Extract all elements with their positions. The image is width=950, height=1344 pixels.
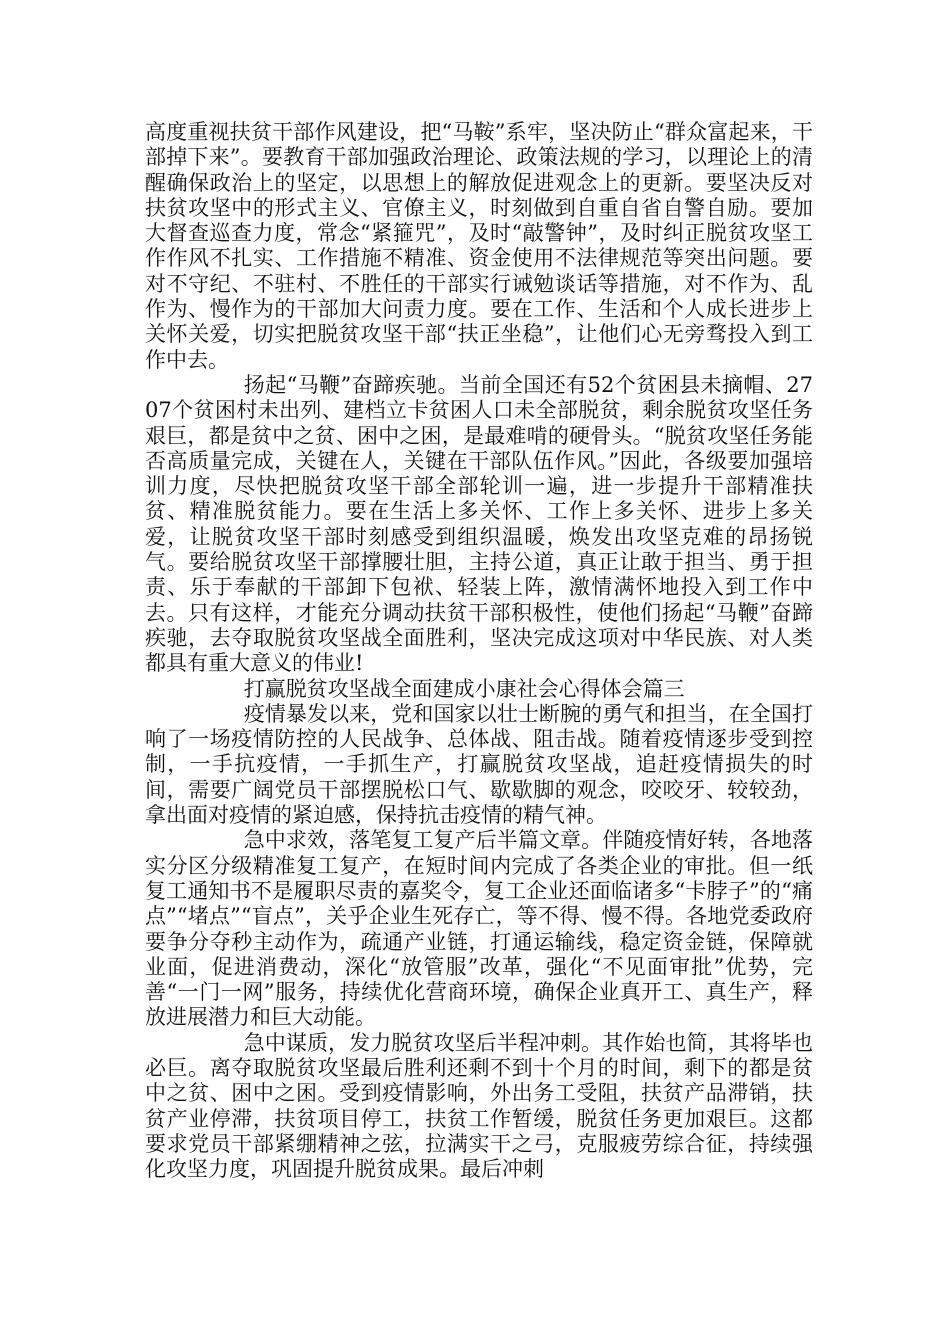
section-heading: 打赢脱贫攻坚战全面建成小康社会心得体会篇三 (243, 676, 685, 701)
document-body (145, 120, 813, 1182)
paragraph-epidemic: 疫情暴发以来，党和国家以壮士断腕的勇气和担当，在全国打响了一场疫情防控的人民战争、总体战、阻击战。随着疫情逐步受到控制，一手抗疫情，一手抓生产，打赢脱贫攻坚战，追赶疫情损失的时间，需要广阔党员干部摆脱松口气、歇歇脚的观念，咬咬牙、较较劲，拿出面对疫情的紧迫感，保持抗击疫情的精气神。 (145, 701, 813, 828)
paragraph-final-sprint: 急中谋质，发力脱贫攻坚后半程冲刺。其作始也简，其将毕也必巨。离夺取脱贫攻坚最后胜利还剩不到十个月的时间，剩下的都是贫中之贫、困中之困。受到疫情影响，外出务工受阻，扶贫产品滞销，扶贫产业停滞，扶贫项目停工，扶贫工作暂缓，脱贫任务更加艰巨。这都要求党员干部紧绷精神之弦，拉满实干之弓，克服疲劳综合征，持续强化攻坚力度，巩固提升脱贫成果。最后冲刺 (145, 1030, 813, 1182)
paragraph-resume-work: 急中求效，落笔复工复产后半篇文章。伴随疫情好转，各地落实分区分级精准复工复产，在短时间内完成了各类企业的审批。但一纸复工通知书不是履职尽责的嘉奖令，复工企业还面临诸多“卡脖子”的“痛点”“堵点”“盲点”，关乎企业生死存亡，等不得、慢不得。各地党委政府要争分夺秒主动作为，疏通产业链，打通运输线，稳定资金链，保障就业面，促进消费动，深化“放管服”改革，强化“不见面审批”优势，完善“一门一网”服务，持续优化营商环境，确保企业真开工、真生产，释放进展潜力和巨大动能。 (145, 828, 813, 1030)
paragraph-raise-whip: 扬起“马鞭”奋蹄疾驰。当前全国还有52个贫困县未摘帽、2707个贫困村未出列、建档立卡贫困人口未全部脱贫，剩余脱贫攻坚任务艰巨，都是贫中之贫、困中之困，是最难啃的硬骨头。“脱贫攻坚任务能否高质量完成，关键在人，关键在干部队伍作风。”因此，各级要加强培训力度，尽快把脱贫攻坚干部全部轮训一遍，进一步提升干部精准扶贫、精准脱贫能力。要在生活上多关怀、工作上多关怀、进步上多关爱，让脱贫攻坚干部时刻感受到组织温暖，焕发出攻坚克难的昂扬锐气。要给脱贫攻坚干部撑腰壮胆，主持公道，真正让敢于担当、勇于担责、乐于奉献的干部卸下包袱、轻装上阵，激情满怀地投入到工作中去。只有这样，才能充分调动扶贫干部积极性，使他们扬起“马鞭”奋蹄疾驰，去夺取脱贫攻坚战全面胜利，坚决完成这项对中华民族、对人类都具有重大意义的伟业! (145, 372, 813, 676)
paragraph-cadre-style: 高度重视扶贫干部作风建设，把“马鞍”系牢，坚决防止“群众富起来，干部掉下来”。要教育干部加强政治理论、政策法规的学习，以理论上的清醒确保政治上的坚定，以思想上的解放促进观念上的更新。要坚决反对扶贫攻坚中的形式主义、官僚主义，时刻做到自重自省自警自励。要加大督查巡查力度，常念“紧箍咒”，及时“敲警钟”，及时纠正脱贫攻坚工作作风不扎实、工作措施不精准、资金使用不法律规范等突出问题。要对不守纪、不驻村、不胜任的干部实行诫勉谈话等措施，对不作为、乱作为、慢作为的干部加大问责力度。要在工作、生活和个人成长进步上关怀关爱，切实把脱贫攻坚干部“扶正坐稳”，让他们心无旁骛投入到工作中去。 (145, 120, 813, 372)
